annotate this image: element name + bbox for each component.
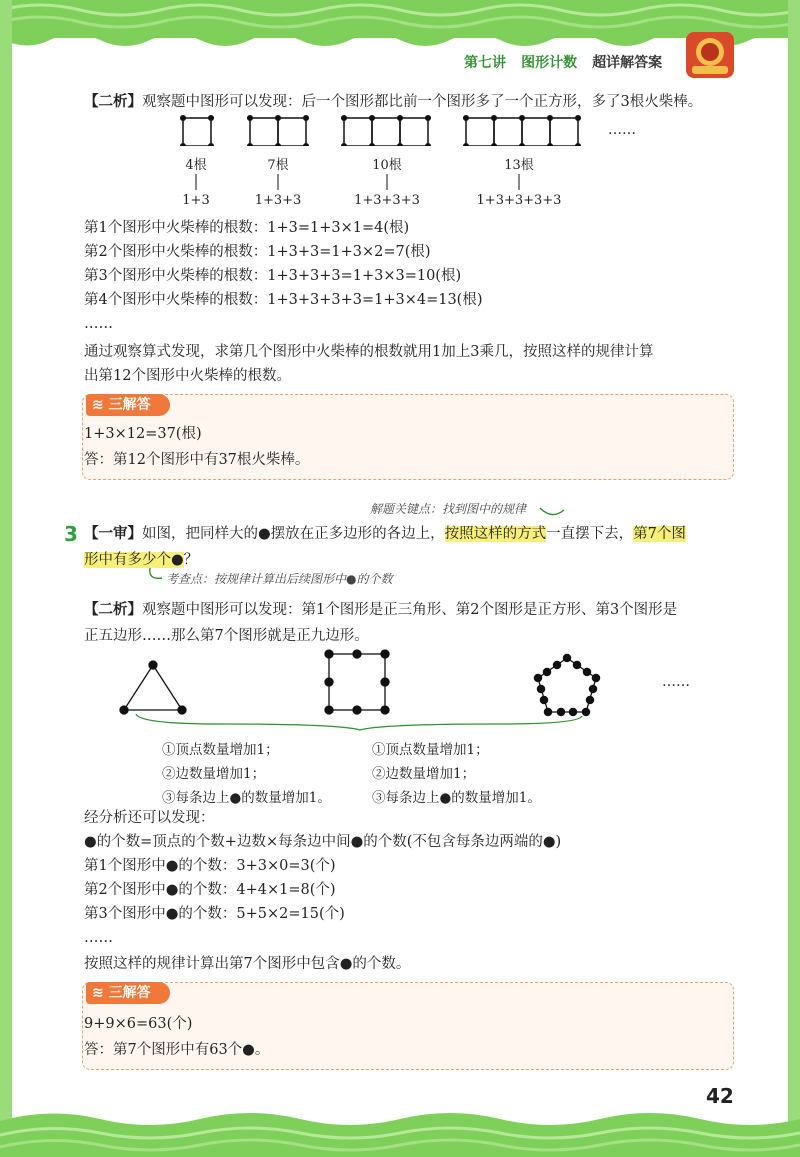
part3-detail-2: ●的个数=顶点的个数+边数×每条边中间●的个数(不包含每条边两端的●) [84,834,562,850]
q3-highlight-1: 按照这样的方式 [444,526,547,542]
brace-left [136,714,582,730]
q3-note-bottom: 考查点：按规律计算出后续图形中●的个数 [166,572,393,586]
analysis-conclusion-1: 通过观察算式发现，求第几个图形中火柴棒的根数就用1加上3乘几，按照这样的规律计算 [84,344,654,360]
figure-3-expr: 1+3+3+3 [354,193,420,208]
polygon-ellipsis: …… [662,674,690,690]
analysis-line-4: 第4个图形中火柴棒的根数：1+3+3+3+3=1+3×4=13(根) [84,292,483,308]
figure-3-count: 10根 [372,158,402,173]
header-lecture: 第七讲 [464,55,506,71]
caption-right-2: ②边数量增加1； [372,766,476,782]
badge-icon [684,30,736,80]
pentagon-figure [534,654,599,715]
figure-3-squares [342,116,431,146]
figure-2-expr: 1+3+3 [254,193,302,208]
caption-right-3: ③每条边上●的数量增加1。 [372,790,541,806]
q3-number: 3 [64,522,78,546]
matchstick-figures [170,110,590,146]
figure-1-count: 4根 [185,158,207,173]
part3-detail-4: 第2个图形中●的个数：4+4×1=8(个) [84,882,336,898]
analysis-line-3: 第3个图形中火柴棒的根数：1+3+3+3=1+3×3=10(根) [84,268,462,284]
figure-2-squares [248,116,309,146]
analysis-intro-text: 观察题中图形可以发现：后一个图形都比前一个图形多了一个正方形，多了3根火柴棒。 [142,94,703,110]
part3-detail-3: 第1个图形中●的个数：3+3×0=3(个) [84,858,336,874]
captions-left [162,738,331,810]
answer-tag-1-text: 三解答 [108,397,151,413]
q3-highlight-2: 第7个图 [633,526,686,542]
figures-ellipsis: …… [608,122,636,138]
answer-1-calc: 1+3×12=37(根) [84,426,202,442]
part3-detail-7: 按照这样的规律计算出第7个图形中包含●的个数。 [84,956,411,972]
q3-line-2 [84,550,198,570]
square-figure [325,650,389,714]
header-topic: 图形计数 [521,55,578,71]
wave-icon: ≋ [92,397,109,413]
part3-line-1 [84,600,677,620]
analysis-line-1: 第1个图形中火柴棒的根数：1+3=1+3×1=4(根) [84,220,410,236]
part3-line-2: 正五边形……那么第7个图形就是正九边形。 [84,628,369,644]
hook-icon [146,566,166,584]
answer-tag-2-text: 三解答 [108,985,151,1001]
part3-detail-1: 经分析还可以发现： [84,810,215,826]
polygon-figures [100,640,660,732]
q3-text-a: 如图，把同样大的●摆放在正多边形的各边上， [142,526,445,542]
wave-icon-2: ≋ [92,985,109,1001]
header-answer-label: 超详解答案 [592,55,663,71]
figure-4-squares [464,116,581,146]
top-banner [0,0,800,60]
part3-detail-6: …… [84,930,113,946]
analysis-line-5: …… [84,316,113,332]
figure-4-count: 13根 [504,158,534,173]
q3-tag: 【一审】 [84,526,142,542]
answer-1-text: 答：第12个图形中有37根火柴棒。 [84,452,310,468]
part3-tag: 【二析】 [84,602,142,618]
analysis-conclusion-2: 出第12个图形中火柴棒的根数。 [84,368,291,384]
caption-right-1: ①顶点数量增加1； [372,742,489,758]
q3-line-1 [84,524,686,544]
figure-connectors [0,172,800,194]
q3-text-end: ？ [183,552,199,568]
q3-highlight-3: 形中有多少个● [84,552,184,568]
answer-tag-1 [86,394,170,416]
answer-tag-2 [86,982,170,1004]
q3-note-top: 解题关键点：找到图中的规律 [370,502,527,516]
analysis-line-2: 第2个图形中火柴棒的根数：1+3+3=1+3×2=7(根) [84,244,431,260]
figure-1-expr: 1+3 [182,193,210,208]
figure-1-squares [181,116,214,146]
analysis-intro [84,92,702,112]
answer-2-calc: 9+9×6=63(个) [84,1016,193,1032]
answer-2-text: 答：第7个图形中有63个●。 [84,1042,270,1058]
triangle-figure [120,661,186,714]
figure-2-count: 7根 [267,158,289,173]
caption-left-3: ③每条边上●的数量增加1。 [162,790,331,806]
part3-line-1-text: 观察题中图形可以发现：第1个图形是正三角形、第2个图形是正方形、第3个图形是 [142,602,678,618]
part3-detail-5: 第3个图形中●的个数：5+5×2=15(个) [84,906,345,922]
caption-left-1: ①顶点数量增加1； [162,742,279,758]
page-number: 42 [706,1084,734,1108]
captions-right [372,738,541,810]
q3-text-b: 一直摆下去， [546,526,634,542]
figure-4-expr: 1+3+3+3+3 [476,193,562,208]
caption-left-2: ②边数量增加1； [162,766,266,782]
header [464,52,662,72]
bottom-banner [0,1105,800,1157]
arrow-icon [538,504,568,520]
analysis-tag: 【二析】 [84,94,142,110]
